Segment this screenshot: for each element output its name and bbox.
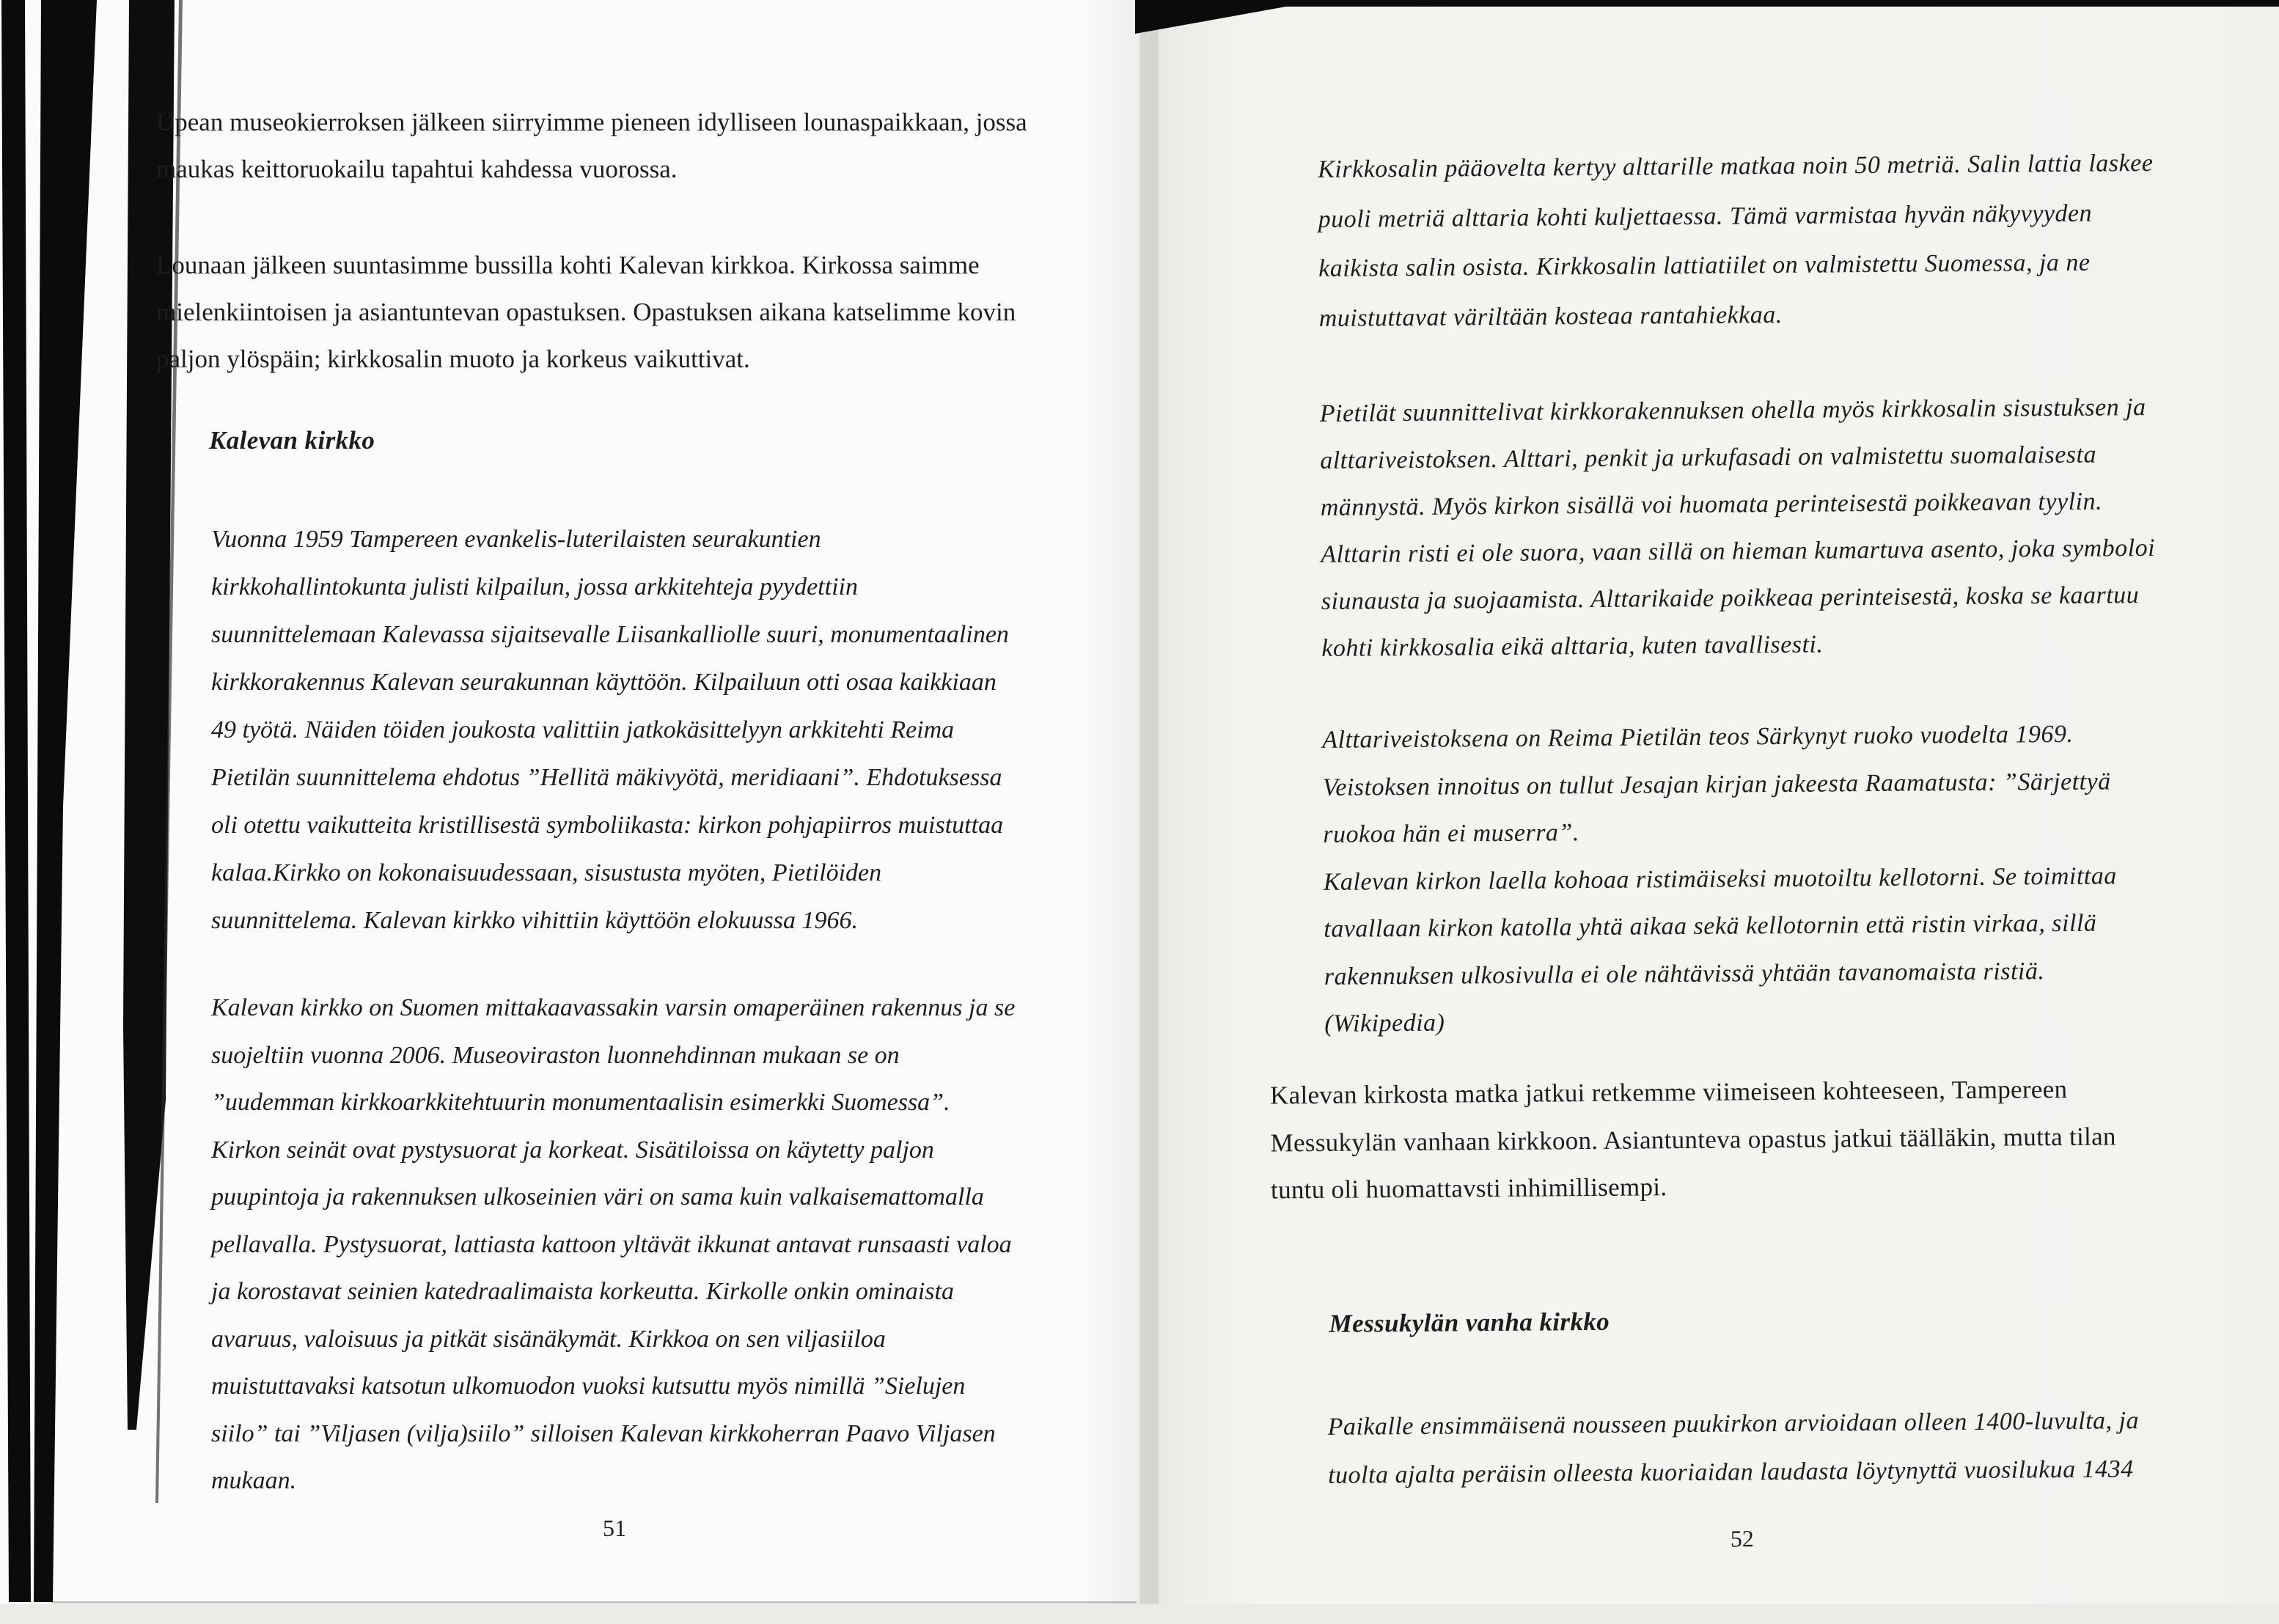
text-line: tuntu oli huomattavsti inhimillisempi.	[1270, 1172, 1667, 1205]
text-line: Pietilän suunnittelema ehdotus ”Hellitä mäkivyötä, meridiaani”. Ehdotuksessa	[211, 764, 1002, 791]
text-line: kalaa.Kirkko on kokonaisuudessaan, sisustusta myöten, Pietilöiden	[211, 859, 882, 886]
text-line: 49 työtä. Näiden töiden joukosta valittiin jatkokäsittelyyn arkkitehti Reima	[211, 716, 955, 743]
text-line: kirkkohallintokunta julisti kilpailun, jossa arkkitehteja pyydettiin	[211, 573, 858, 600]
text-line: suunnittelemaan Kalevassa sijaitsevalle Liisankalliolle suuri, monumentaalinen	[211, 621, 1009, 648]
text-line: suojeltiin vuonna 2006. Museoviraston luonnehdinnan mukaan se on	[211, 1041, 900, 1069]
page-number: 51	[603, 1515, 626, 1541]
text-line: Kalevan kirkosta matka jatkui retkemme viimeiseen kohteeseen, Tampereen	[1269, 1074, 2068, 1110]
text-line: männystä. Myös kirkon sisällä voi huomata perinteisestä poikkeavan tyylin.	[1320, 488, 2103, 521]
section-heading: Kalevan kirkko	[209, 426, 375, 455]
text-line: ja korostavat seinien katedraalimaista korkeutta. Kirkolle onkin ominaista	[211, 1278, 954, 1305]
page-number: 52	[1730, 1525, 1754, 1552]
quoted-paragraph	[1320, 384, 2157, 672]
text-line: alttariveistoksen. Alttari, penkit ja urkufasadi on valmistettu suomalaisesta	[1320, 441, 2097, 474]
text-line: puupintoja ja rakennuksen ulkoseinien väri on sama kuin valkaisemattomalla	[211, 1183, 984, 1210]
quoted-paragraph	[1322, 710, 2118, 1048]
text-line: Kirkon seinät ovat pystysuorat ja korkeat. Sisätiloissa on käytetty paljon	[211, 1136, 934, 1164]
text-line: maukas keittoruokailu tapahtui kahdessa vuorossa.	[156, 155, 678, 183]
text-line: oli otettu vaikutteita kristillisestä symboliikasta: kirkon pohjapiirros muistuttaa	[211, 812, 1004, 839]
text-line: rakennuksen ulkosivulla ei ole nähtävissä yhtään tavanomaista ristiä.	[1324, 957, 2045, 991]
text-line: paljon ylöspäin; kirkkosalin muoto ja korkeus vaikuttivat.	[156, 345, 750, 373]
text-line: siunausta ja suojaamista. Alttarikaide poikkeaa perinteisestä, koska se kaartuu	[1321, 581, 2140, 615]
section-heading: Messukylän vanha kirkko	[1329, 1307, 1610, 1338]
text-line: mielenkiintoisen ja asiantuntevan opastuksen. Opastuksen aikana katselimme kovin	[156, 298, 1016, 326]
text-line: Kirkkosalin pääovelta kertyy alttarille matkaa noin 50 metriä. Salin lattia laskee	[1318, 149, 2154, 183]
text-line: kaikista salin osista. Kirkkosalin lattiatiilet on valmistettu Suomessa, ja ne	[1318, 249, 2091, 282]
quoted-paragraph	[1318, 139, 2154, 343]
text-line: (Wikipedia)	[1324, 1009, 1445, 1037]
text-line: ”uudemman kirkkoarkkitehtuurin monumentaalisin esimerkki Suomessa”.	[211, 1089, 950, 1116]
text-line: Paikalle ensimmäisenä nousseen puukirkon arvioidaan olleen 1400-luvulta, ja	[1327, 1407, 2140, 1441]
text-line: Pietilät suunnittelivat kirkkorakennuksen ohella myös kirkkosalin sisustuksen ja	[1319, 394, 2146, 427]
text-line: mukaan.	[211, 1467, 297, 1494]
text-line: ruokoa hän ei muserra”.	[1323, 819, 1580, 848]
text-line: pellavalla. Pystysuorat, lattiasta kattoon yltävät ikkunat antavat runsaasti valoa	[211, 1230, 1012, 1258]
text-line: Alttarin risti ei ole suora, vaan sillä on hieman kumartuva asento, joka symboloi	[1321, 534, 2156, 568]
text-line: Kalevan kirkko on Suomen mittakaavassakin varsin omaperäinen rakennus ja se	[211, 994, 1016, 1021]
text-line: kohti kirkkosalia eikä alttaria, kuten tavallisesti.	[1321, 631, 1824, 662]
text-line: puoli metriä alttaria kohti kuljettaessa. Tämä varmistaa hyvän näkyvyyden	[1318, 199, 2093, 233]
text-line: siilo” tai ”Viljasen (vilja)siilo” silloisen Kalevan kirkkoherran Paavo Viljasen	[211, 1419, 996, 1447]
text-line: Alttariveistoksena on Reima Pietilän teos Särkynyt ruoko vuodelta 1969.	[1322, 720, 2074, 754]
quoted-paragraph	[1327, 1397, 2139, 1500]
text-line: Lounaan jälkeen suuntasimme bussilla kohti Kalevan kirkkoa. Kirkossa saimme	[156, 251, 980, 279]
text-line: tavallaan kirkon katolla yhtä aikaa sekä kellotornin että ristin virkaa, sillä	[1324, 909, 2097, 943]
text-line: Messukylän vanhaan kirkkoon. Asiantunteva opastus jatkui täälläkin, mutta tilan	[1270, 1121, 2116, 1157]
text-line: muistuttavat väriltään kosteaa rantahiekkaa.	[1318, 301, 1783, 332]
text-line: avaruus, valoisuus ja pitkät sisänäkymät. Kirkkoa on sen viljasiiloa	[211, 1325, 886, 1353]
text-line: muistuttavaksi katsotun ulkomuodon vuoksi kutsuttu myös nimillä ”Sielujen	[211, 1373, 966, 1400]
text-line: kirkkorakennus Kalevan seurakunnan käyttöön. Kilpailuun otti osaa kaikkiaan	[211, 669, 997, 696]
text-line: Vuonna 1959 Tampereen evankelis-luterilaisten seurakuntien	[211, 526, 821, 553]
paragraph	[1270, 1065, 2117, 1214]
text-line: Veistoksen innoitus on tullut Jesajan kirjan jakeesta Raamatusta: ”Särjettyä	[1322, 767, 2111, 801]
text-line: tuolta ajalta peräisin olleesta kuoriaidan laudasta löytynyttä vuosilukua 1434	[1328, 1455, 2134, 1489]
text-line: Kalevan kirkon laella kohoaa ristimäiseksi muotoiltu kellotorni. Se toimittaa	[1323, 861, 2117, 896]
text-line: suunnittelema. Kalevan kirkko vihittiin käyttöön elokuussa 1966.	[211, 907, 858, 934]
text-line: Upean museokierroksen jälkeen siirryimme pieneen idylliseen lounaspaikkaan, jossa	[156, 108, 1027, 136]
